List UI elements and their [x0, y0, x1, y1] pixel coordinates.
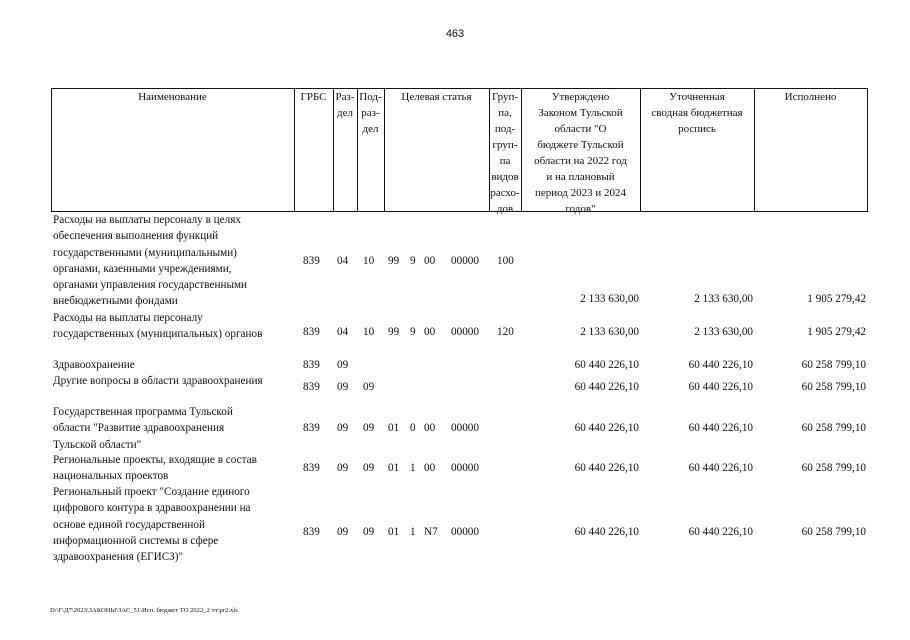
cell-razdel: 09 — [337, 422, 349, 434]
cell-executed: 60 258 799,10 — [801, 526, 866, 538]
cell-grbs: 839 — [303, 526, 320, 538]
cell-clarified: 60 440 226,10 — [688, 422, 753, 434]
row-name: Здравоохранение — [53, 359, 135, 371]
cell-executed: 60 258 799,10 — [801, 462, 866, 474]
header-razdel: Раз- дел — [335, 91, 355, 119]
cell-clarified: 2 133 630,00 — [694, 293, 753, 305]
row-name: Расходы на выплаты персоналу в целях обеспечения выполнения функций государственными (муниципальными) органами, казенными учреждениями, органами управления государственными внебюджетными фондами — [53, 214, 248, 308]
cell-podrazdel: 09 — [363, 422, 375, 434]
header-divider — [51, 88, 52, 212]
cell-clarified: 60 440 226,10 — [688, 359, 753, 371]
cell-approved: 60 440 226,10 — [574, 359, 639, 371]
cell-executed: 1 905 279,42 — [807, 326, 866, 338]
cell-cs3: 00 — [424, 422, 436, 434]
row-name: Расходы на выплаты персоналу государственных (муниципальных) органов — [53, 312, 263, 341]
header-vid: Груп- па, под- груп- па видов расхо- дов — [490, 91, 520, 215]
cell-cs3: N7 — [424, 526, 438, 538]
row-name: Региональные проекты, входящие в состав национальных проектов — [53, 454, 257, 483]
cell-razdel: 04 — [337, 255, 349, 267]
header-executed: Исполнено — [784, 91, 837, 103]
cell-approved: 60 440 226,10 — [574, 422, 639, 434]
cell-cs2: 1 — [410, 462, 416, 474]
cell-cs4: 00000 — [451, 255, 479, 267]
header-divider — [867, 88, 868, 212]
header-name: Наименование — [138, 91, 207, 103]
cell-cs4: 00000 — [451, 462, 479, 474]
cell-cs3: 00 — [424, 326, 436, 338]
cell-vid: 120 — [497, 326, 514, 338]
cell-grbs: 839 — [303, 422, 320, 434]
cell-podrazdel: 10 — [363, 255, 375, 267]
cell-cs1: 99 — [388, 326, 400, 338]
cell-podrazdel: 09 — [363, 381, 375, 393]
cell-cs2: 1 — [410, 526, 416, 538]
cell-cs4: 00000 — [451, 326, 479, 338]
cell-approved: 2 133 630,00 — [580, 326, 639, 338]
cell-razdel: 09 — [337, 359, 349, 371]
cell-approved: 60 440 226,10 — [574, 526, 639, 538]
cell-clarified: 60 440 226,10 — [688, 526, 753, 538]
header-target: Целевая статья — [401, 91, 472, 103]
row-name: Другие вопросы в области здравоохранения — [53, 375, 263, 387]
footer-file-path: D:\Г\Д7\2023\ЗАКОНЫ\ЗАС_51\Исп. бюджет ТО 2022_2 чт\pr2.xls — [50, 607, 238, 614]
cell-cs4: 00000 — [451, 526, 479, 538]
cell-cs3: 00 — [424, 462, 436, 474]
cell-razdel: 09 — [337, 462, 349, 474]
cell-cs1: 01 — [388, 462, 400, 474]
cell-clarified: 60 440 226,10 — [688, 381, 753, 393]
header-grbs: ГРБС — [300, 91, 327, 103]
cell-executed: 60 258 799,10 — [801, 381, 866, 393]
cell-cs2: 9 — [410, 255, 416, 267]
row-name: Региональный проект "Создание единого цифрового контура в здравоохранении на основе единой государственной информационной системы в сфере здравоохранения (ЕГИСЗ)" — [53, 486, 251, 564]
cell-cs2: 0 — [410, 422, 416, 434]
cell-grbs: 839 — [303, 381, 320, 393]
cell-clarified: 2 133 630,00 — [694, 326, 753, 338]
header-divider — [294, 88, 295, 212]
cell-cs1: 01 — [388, 422, 400, 434]
cell-podrazdel: 09 — [363, 462, 375, 474]
cell-grbs: 839 — [303, 359, 320, 371]
header-podrazdel: Под- раз- дел — [359, 91, 382, 135]
cell-cs1: 99 — [388, 255, 400, 267]
cell-podrazdel: 09 — [363, 526, 375, 538]
cell-razdel: 09 — [337, 526, 349, 538]
cell-executed: 60 258 799,10 — [801, 359, 866, 371]
header-clarified: Уточненная сводная бюджетная роспись — [651, 91, 743, 135]
header-divider — [754, 88, 755, 212]
cell-executed: 60 258 799,10 — [801, 422, 866, 434]
cell-razdel: 04 — [337, 326, 349, 338]
cell-approved: 60 440 226,10 — [574, 381, 639, 393]
cell-clarified: 60 440 226,10 — [688, 462, 753, 474]
cell-grbs: 839 — [303, 326, 320, 338]
cell-cs1: 01 — [388, 526, 400, 538]
cell-cs4: 00000 — [451, 422, 479, 434]
cell-razdel: 09 — [337, 381, 349, 393]
row-name: Государственная программа Тульской области "Развитие здравоохранения Тульской области" — [53, 406, 233, 451]
header-approved: Утверждено Законом Тульской области "О бюджете Тульской области на 2022 год и на плановый период 2023 и 2024 годов" — [534, 91, 627, 215]
cell-grbs: 839 — [303, 255, 320, 267]
cell-approved: 60 440 226,10 — [574, 462, 639, 474]
cell-grbs: 839 — [303, 462, 320, 474]
cell-executed: 1 905 279,42 — [807, 293, 866, 305]
cell-approved: 2 133 630,00 — [580, 293, 639, 305]
header-divider — [384, 88, 385, 212]
cell-podrazdel: 10 — [363, 326, 375, 338]
cell-cs2: 9 — [410, 326, 416, 338]
page-number: 463 — [445, 28, 465, 40]
cell-cs3: 00 — [424, 255, 436, 267]
cell-vid: 100 — [497, 255, 514, 267]
